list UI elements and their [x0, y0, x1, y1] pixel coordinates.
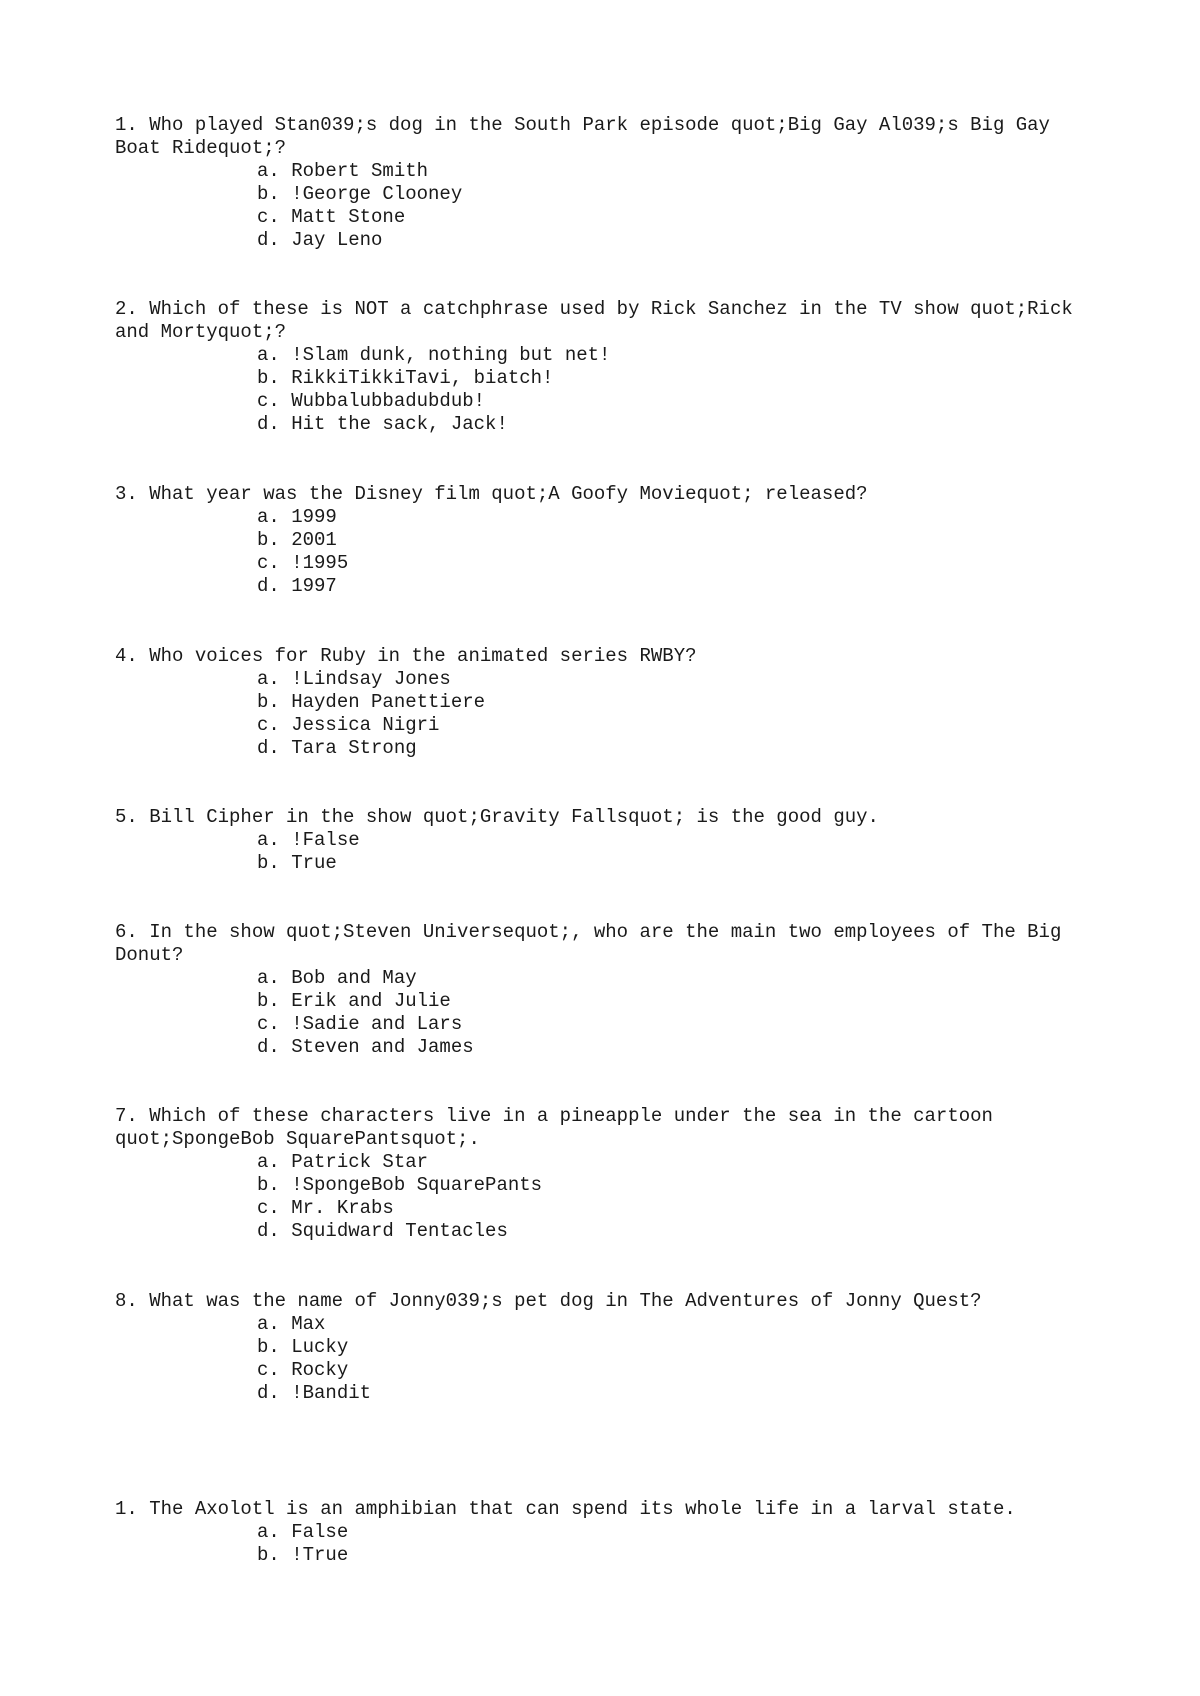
answer-option: d. 1997 [257, 575, 337, 597]
answer-options [115, 506, 1090, 598]
answer-option: a. !False [257, 829, 360, 851]
answer-option: a. Max [257, 1313, 326, 1335]
answer-option: a. False [257, 1521, 349, 1543]
answer-option: d. Hit the sack, Jack! [257, 413, 508, 435]
answer-option: b. Erik and Julie [257, 990, 451, 1012]
question-text: 4. Who voices for Ruby in the animated series RWBY? [115, 645, 697, 667]
answer-option: a. !Slam dunk, nothing but net! [257, 344, 611, 366]
question-block [115, 298, 1090, 436]
question-block [115, 1105, 1090, 1243]
question-block [115, 114, 1090, 252]
answer-option: d. Squidward Tentacles [257, 1220, 508, 1242]
question-text: 7. Which of these characters live in a pineapple under the sea in the cartoon quot;SpongeBob SquarePantsquot;. [115, 1105, 993, 1150]
answer-option: b. !SpongeBob SquarePants [257, 1174, 543, 1196]
answer-option: d. Jay Leno [257, 229, 383, 251]
question-text: 3. What year was the Disney film quot;A Goofy Moviequot; released? [115, 483, 868, 505]
answer-option: a. Bob and May [257, 967, 417, 989]
answer-option: a. 1999 [257, 506, 337, 528]
answer-option: c. Jessica Nigri [257, 714, 440, 736]
answer-option: c. Mr. Krabs [257, 1197, 394, 1219]
answer-options [115, 1151, 1090, 1243]
answer-option: b. 2001 [257, 529, 337, 551]
question-block [115, 1290, 1090, 1405]
answer-option: a. !Lindsay Jones [257, 668, 451, 690]
question-text: 1. Who played Stan039;s dog in the South Park episode quot;Big Gay Al039;s Big Gay Boat Ridequot;? [115, 114, 1050, 159]
answer-option: a. Patrick Star [257, 1151, 429, 1173]
answer-option: d. Tara Strong [257, 737, 417, 759]
question-block [115, 483, 1090, 598]
answer-option: c. Rocky [257, 1359, 349, 1381]
answer-options [115, 1521, 1090, 1567]
answer-options [115, 160, 1090, 252]
answer-option: c. !1995 [257, 552, 349, 574]
answer-option: b. !True [257, 1544, 349, 1566]
question-block [115, 921, 1090, 1059]
question-block [115, 1498, 1090, 1567]
answer-option: d. Steven and James [257, 1036, 474, 1058]
answer-options [115, 344, 1090, 436]
answer-option: b. Lucky [257, 1336, 349, 1358]
answer-option: b. True [257, 852, 337, 874]
question-block [115, 806, 1090, 875]
question-text: 1. The Axolotl is an amphibian that can spend its whole life in a larval state. [115, 1498, 1016, 1520]
question-text: 6. In the show quot;Steven Universequot;, who are the main two employees of The Big Donut? [115, 921, 1062, 966]
answer-option: b. RikkiTikkiTavi, biatch! [257, 367, 554, 389]
answer-options [115, 829, 1090, 875]
answer-option: c. Matt Stone [257, 206, 406, 228]
question-text: 8. What was the name of Jonny039;s pet dog in The Adventures of Jonny Quest? [115, 1290, 982, 1312]
answer-options [115, 967, 1090, 1059]
answer-options [115, 668, 1090, 760]
answer-option: b. !George Clooney [257, 183, 463, 205]
answer-option: b. Hayden Panettiere [257, 691, 486, 713]
question-block [115, 645, 1090, 760]
answer-options [115, 1313, 1090, 1405]
question-text: 5. Bill Cipher in the show quot;Gravity Fallsquot; is the good guy. [115, 806, 879, 828]
answer-option: c. !Sadie and Lars [257, 1013, 463, 1035]
answer-option: c. Wubbalubbadubdub! [257, 390, 486, 412]
answer-option: d. !Bandit [257, 1382, 372, 1404]
answer-option: a. Robert Smith [257, 160, 429, 182]
question-text: 2. Which of these is NOT a catchphrase used by Rick Sanchez in the TV show quot;Rick and Mortyquot;? [115, 298, 1073, 343]
